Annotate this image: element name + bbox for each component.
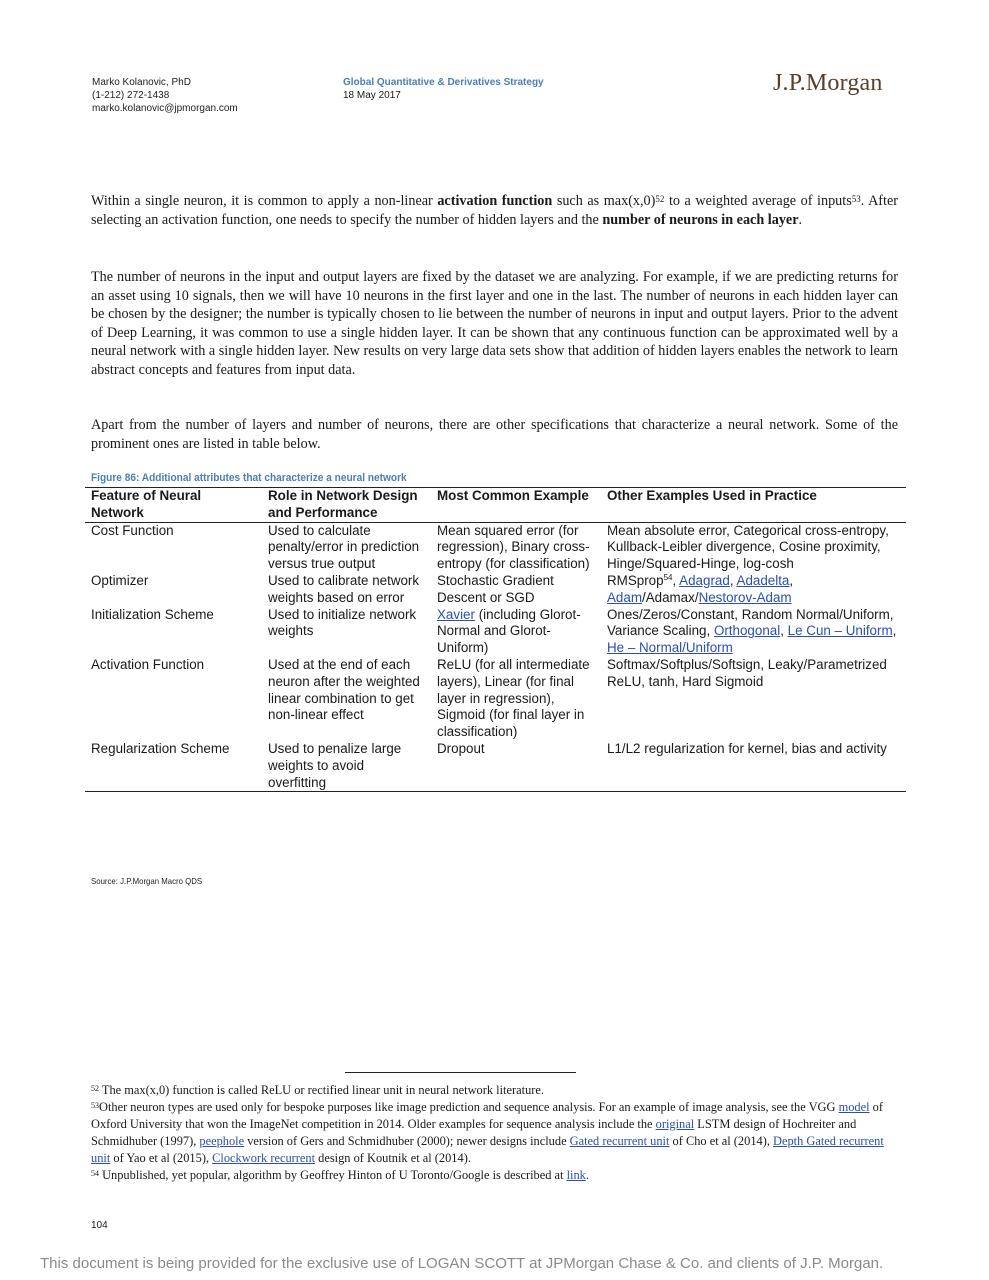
- cell-role: Used at the end of each neuron after the weighted linear combination to get non-linear effect: [268, 656, 420, 723]
- p1-text-a: Within a single neuron, it is common to apply a non-linear: [91, 193, 438, 209]
- separator: ,: [892, 623, 897, 639]
- footnote-54: [91, 1167, 897, 1184]
- separator: ,: [780, 623, 788, 639]
- footnote-number: 52: [91, 1084, 99, 1093]
- footnote-number: 54: [91, 1169, 99, 1178]
- p1-text-g: .: [798, 211, 803, 228]
- adagrad-link[interactable]: Adagrad: [679, 572, 730, 588]
- p1-bold-neurons: number of neurons in each layer: [602, 211, 799, 228]
- cell-others: Mean absolute error, Categorical cross-entropy, Kullback-Leibler divergence, Cosine proximity, Hinge/Squared-Hinge, log-cosh: [607, 522, 889, 572]
- footnote-number: 53: [91, 1101, 99, 1110]
- footnote-text: .: [585, 1168, 589, 1182]
- cell-others: Softmax/Softplus/Softsign, Leaky/Parametrized ReLU, tanh, Hard Sigmoid: [607, 656, 887, 689]
- footnote-divider: [345, 1072, 576, 1073]
- attributes-table: [85, 487, 906, 792]
- adam-link[interactable]: Adam: [607, 589, 642, 605]
- cell-example: Dropout: [437, 740, 485, 756]
- header-role: Role in Network Design and Performance: [268, 488, 418, 520]
- footnote-53: [91, 1099, 897, 1167]
- footnote-text: version of Gers and Schmidhuber (2000); newer designs include: [244, 1134, 570, 1148]
- paragraph-specifications: Apart from the number of layers and number of neurons, there are other specifications that characterize a neural network. Some of the prominent ones are listed in table below.: [91, 417, 898, 452]
- cell-feature: Cost Function: [91, 522, 174, 538]
- header-others: Other Examples Used in Practice: [607, 488, 817, 503]
- cell-others: L1/L2 regularization for kernel, bias and activity: [607, 740, 887, 756]
- peephole-link[interactable]: peephole: [199, 1134, 245, 1148]
- cell-example: [431, 607, 601, 657]
- author-email: marko.kolanovic@jpmorgan.com: [92, 103, 238, 114]
- init-others-text: Ones/Zeros/Constant, Random Normal/Uniform, Variance Scaling,: [607, 606, 894, 639]
- page-number: 104: [91, 1220, 108, 1231]
- cell-example: Mean squared error (for regression), Binary cross-entropy (for classification): [437, 522, 590, 572]
- clockwork-recurrent-link[interactable]: Clockwork recurrent: [212, 1151, 316, 1165]
- separator: ,: [672, 572, 680, 588]
- nestorov-adam-link[interactable]: Nestorov-Adam: [698, 589, 792, 605]
- cell-role: Used to penalize large weights to avoid overfitting: [268, 740, 402, 790]
- cell-others: [601, 607, 906, 657]
- gated-recurrent-unit-link[interactable]: Gated recurrent unit: [569, 1134, 670, 1148]
- cell-role: Used to calibrate network weights based on error: [268, 572, 420, 605]
- cell-feature: Optimizer: [91, 572, 149, 588]
- footnote-text: Other neuron types are used only for bespoke purposes like image prediction and sequence analysis. For an example of image analysis, see the VGG: [99, 1100, 839, 1114]
- author-name: Marko Kolanovic, PhD: [92, 77, 191, 88]
- cell-example: Stochastic Gradient Descent or SGD: [437, 572, 554, 605]
- xavier-text: (including Glorot-Normal and Glorot-Uniform): [437, 606, 581, 656]
- usage-disclaimer: This document is being provided for the exclusive use of LOGAN SCOTT at JPMorgan Chase & Co. and clients of J.P. Morgan.: [40, 1255, 884, 1272]
- cell-feature: Regularization Scheme: [91, 740, 230, 756]
- cell-others: [601, 573, 906, 607]
- paragraph-neurons: The number of neurons in the input and output layers are fixed by the dataset we are analyzing. For example, if we are predicting returns for an asset using 10 signals, then we will have 10 neurons in the first layer and one in the last. The number of neurons in each hidden layer can be chosen by the designer; the number is typically chosen to lie between the number of neurons in input and output layers. Prior to the advent of Deep Learning, it was common to use a single hidden layer. It can be shown that any continuous function can be approximated well by a neural network with a single hidden layer. New results on very large data sets show that addition of hidden layers enables the network to learn abstract concepts and features from input data.: [91, 269, 898, 378]
- rmsprop-text: RMSprop: [607, 572, 664, 588]
- lecun-uniform-link[interactable]: Le Cun – Uniform: [787, 623, 893, 639]
- cell-feature: Activation Function: [91, 656, 205, 672]
- author-block: [92, 76, 238, 115]
- depth-gated-recurrent-unit-link[interactable]: Depth Gated recurrent unit: [91, 1134, 884, 1165]
- original-lstm-link[interactable]: original: [655, 1117, 695, 1131]
- publication-info: [343, 76, 544, 102]
- table-row: [85, 657, 906, 741]
- cell-role: Used to calculate penalty/error in prediction versus true output: [268, 522, 420, 572]
- footnote-text: of Oxford University that won the ImageNet competition in 2014. Older examples for sequence analysis include the: [91, 1100, 883, 1131]
- adadelta-link[interactable]: Adadelta: [736, 572, 790, 588]
- footnote-text: design of Koutnik et al (2014).: [315, 1151, 471, 1165]
- table-row: [85, 607, 906, 657]
- xavier-link[interactable]: Xavier: [437, 606, 475, 622]
- vgg-model-link[interactable]: model: [838, 1100, 870, 1114]
- publication-title: Global Quantitative & Derivatives Strategy: [343, 77, 544, 88]
- footnote-text: of Yao et al (2015),: [110, 1151, 213, 1165]
- p1-text-d: to a weighted average of inputs: [664, 193, 852, 209]
- footnote-text: The max(x,0) function is called ReLU or rectified linear unit in neural network literature.: [99, 1083, 544, 1097]
- table-row: [85, 573, 906, 607]
- separator: ,: [789, 572, 794, 588]
- table-row: [85, 522, 906, 573]
- publication-date: 18 May 2017: [343, 90, 401, 101]
- footnote-text: of Cho et al (2014),: [669, 1134, 774, 1148]
- footnote-text: Unpublished, yet popular, algorithm by Geoffrey Hinton of U Toronto/Google is described at: [99, 1168, 567, 1182]
- cell-feature: Initialization Scheme: [91, 606, 214, 622]
- hinton-link[interactable]: link: [566, 1168, 586, 1182]
- figure-source: Source: J.P.Morgan Macro QDS: [91, 876, 203, 886]
- paragraph-activation: [91, 192, 898, 229]
- cell-role: Used to initialize network weights: [268, 606, 417, 639]
- footnote-52: [91, 1082, 897, 1099]
- table-row: [85, 741, 906, 792]
- footnotes: [91, 1082, 897, 1184]
- orthogonal-link[interactable]: Orthogonal: [713, 623, 781, 639]
- figure-title: Figure 86: Additional attributes that characterize a neural network: [91, 472, 407, 484]
- jpmorgan-logo: J.P.Morgan: [773, 70, 883, 96]
- footnote-ref-54[interactable]: 54: [663, 572, 673, 582]
- header-example: Most Common Example: [437, 488, 589, 503]
- table-header-row: [85, 488, 906, 523]
- cell-example: ReLU (for all intermediate layers), Linear (for final layer in regression), Sigmoid (for final layer in classification): [437, 656, 590, 740]
- author-phone: (1-212) 272-1438: [92, 90, 170, 101]
- header-feature: Feature of Neural Network: [91, 488, 202, 520]
- p1-text-c: such as max(x,0): [552, 193, 656, 209]
- footnote-text: LSTM design of Hochreiter and Schmidhuber (1997),: [91, 1117, 857, 1148]
- p1-text-e: . After selecting an activation function, one needs to specify the number of hidden layers and the: [91, 193, 898, 228]
- separator: ,: [729, 572, 737, 588]
- footnote-ref-53[interactable]: 53: [851, 194, 861, 204]
- footnote-ref-52[interactable]: 52: [655, 194, 665, 204]
- adamax-text: /Adamax/: [641, 589, 699, 605]
- he-normal-uniform-link[interactable]: He – Normal/Uniform: [607, 640, 733, 656]
- p1-bold-activation: activation function: [437, 193, 553, 209]
